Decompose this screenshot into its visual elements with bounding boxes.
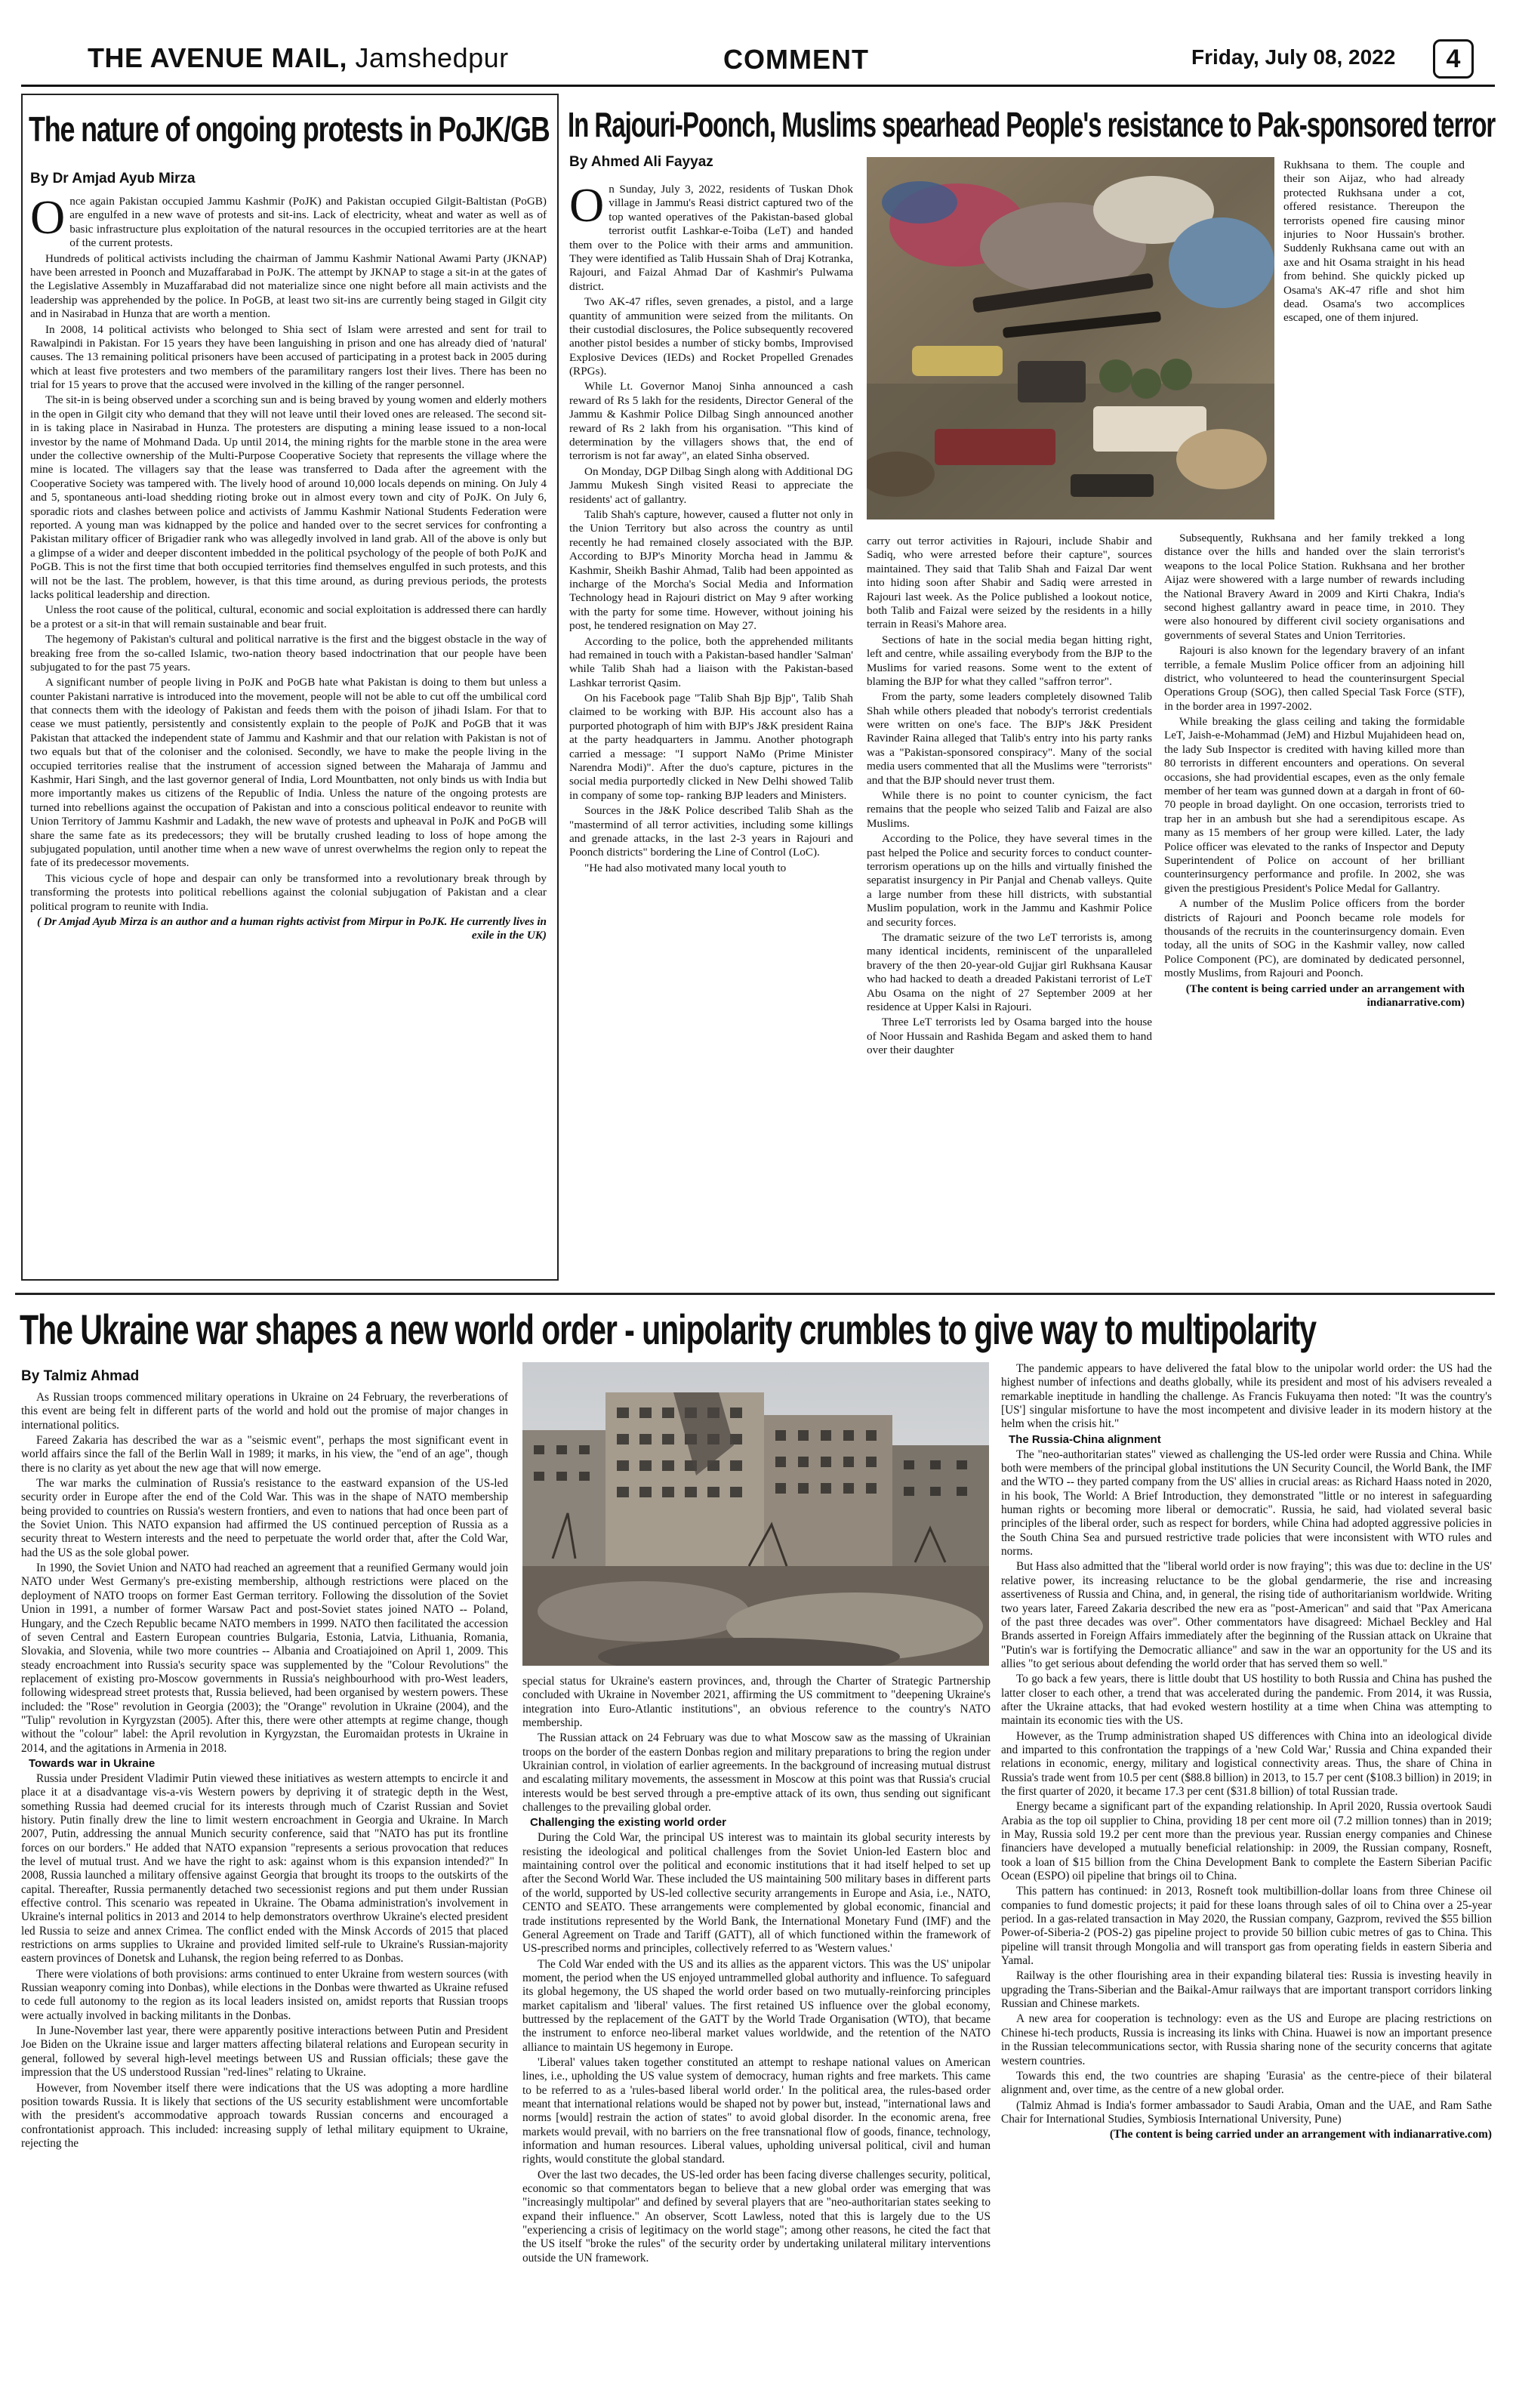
article-paragraph: As Russian troops commenced military operations in Ukraine on 24 February, the reverberations of this event are being felt in different parts of the world and hold out the promise of major changes in international politics. bbox=[21, 1391, 508, 1432]
article-paragraph: A new area for cooperation is technology: even as the US and Europe are placing restrictions on Chinese hi-tech products, Russia is increasing its links with China. Huawei is now an important presence in the Russian telecommunications sector, with Russia sharing none of the security concerns that agitate western countries. bbox=[1001, 2012, 1492, 2067]
subheading: The Russia-China alignment bbox=[1009, 1432, 1161, 1446]
article-paragraph: In 1990, the Soviet Union and NATO had reached an agreement that a reunified Germany would join NATO under West Germany's pre-existing membership, although restrictions were placed on the deployment of NATO troops on former East German territory. Following the dissolution of the Soviet Union in 1991, a number of former Warsaw Pact and post-Soviet states joined NATO -- Poland, Hungary, and the Czech Republic became NATO members in 1999. NATO then facilitated the accession of seven Central and Eastern European countries Bulgaria, Estonia, Latvia, Lithuania, Romania, Slovakia, and Slovenia, while two more countries -- Albania and Croatiajoined on April 1, 2009. This steady encroachment into Russia's security space was supplemented by the "Colour Revolutions" the replacement of existing pro-Moscow governments in Russia's neighbourhood with pro-West leaders, following widespread street protests that, Russia believed, had been organised by western powers. These included: the "Rose" revolution in Georgia (2003); the "Orange" revolution in Ukraine (2004), and the "Tulip" revolution in Kyrgyzstan (2005). After this, there were other attempts at regime change, though without the "colour" label: the April revolution in Kyrgyzstan, the Euromaidan protests in Ukraine in 2014, and the agitations in Armenia in 2018. bbox=[21, 1562, 508, 1755]
article-ukraine-war bbox=[15, 1293, 1495, 2395]
article-paragraph: While Lt. Governor Manoj Sinha announced a cash reward of Rs 5 lakh for the residents, Director General of the Jammu & Kashmir Police Dilbag Singh announced another reward of Rs 2 lakh from his organisation. "This kind of determination by the villagers shows that, the end of terrorism is not far away", an elated Sinha observed. bbox=[569, 380, 853, 463]
article-column-3 bbox=[1001, 1362, 1492, 2389]
article-paragraph: The dramatic seizure of the two LeT terrorists is, among many identical incidents, reminiscent of the unparalleled bravery of the then 20-year-old Gujjar girl Rukhsana Kausar who had hacked to death a dreaded Pakistani terrorist of LeT Abu Osama on the night of 27 September 2009 at her residence at Upper Kalsi in Rajouri. bbox=[867, 930, 1152, 1013]
article-paragraph: Hundreds of political activists including the chairman of Jammu Kashmir National Awami Party (JKNAP) have been arrested in Poonch and Muzaffarabad in PoJK. The attempt by JKNAP to stage a sit-in at the gates of the Legislative Assembly in Muzaffarabad did not materialize since one night before all main activists and the leadership was apprehended by the police. In PoGB, at least two sit-ins are currently being staged in Gilgit city and in Nasirabad in Hunza that are worth a mention. bbox=[30, 251, 547, 321]
article-paragraph: Unless the root cause of the political, cultural, economic and social exploitation is addressed there can hardly be a protest or a sit-in that will remain sustainable and bear fruit. bbox=[30, 603, 547, 631]
damaged-building-photo bbox=[522, 1362, 989, 1666]
article-paragraph: According to the police, both the apprehended militants had remained in touch with a Pakistan-based handler 'Salman' while Talib Shah had a liaison with the Pakistan-based Lashkar terrorist Qasim. bbox=[569, 634, 853, 689]
author-note: (Talmiz Ahmad is India's former ambassador to Saudi Arabia, Oman and the UAE, and Ram Sathe Chair for International Studies, Symbiosis International University, Pune) bbox=[1001, 2098, 1492, 2126]
author-note: ( Dr Amjad Ayub Mirza is an author and a human rights activist from Mirpur in PoJK. He currently lives in exile in the UK) bbox=[37, 914, 547, 942]
article-paragraph: Over the last two decades, the US-led order has been facing diverse challenges security, political, economic so that commentators began to believe that a new global order was emerging that was "increasingly multipolar" and defined by several players that are "neo-authoritarian states seeking to expand their influence." An observer, Scott Lawless, noted that this is largely due to the US "experiencing a crisis of legitimacy on the world stage"; among other reasons, he cited the fact that the US itself "broke the rules" of the security order by undertaking unilateral military interventions outside the UN framework. bbox=[522, 2168, 991, 2265]
article-paragraph: The pandemic appears to have delivered the fatal blow to the unipolar world order: the US had the highest number of infections and deaths globally, while its president and most of his advisers revealed a remarkable ineptitude in handling the challenge. As Francis Fukuyama then noted: "It was the country's [US'] singular misfortune to have the most incompetent and divisive leader in its modern history at the helm when the crisis hit." bbox=[1001, 1362, 1492, 1431]
article-paragraph: On Monday, DGP Dilbag Singh along with Additional DG Jammu Mukesh Singh visited Reasi to appreciate the residents' act of gallantry. bbox=[569, 464, 853, 506]
article-paragraph: But Hass also admitted that the "liberal world order is now fraying"; this was due to: decline in the US' relative power, its increasing reluctance to be the global gendarmerie, the rise and increasing assertiveness of Russia and China, and, in general, the rising tide of authoritarianism worldwide. Writing two years later, Fareed Zakaria described the new era as "post-American" and said that "Pax Americana of the past three decades was over". Other commentators have disagreed: Michael Beckley and Hal Brands asserted in Foreign Affairs immediately after the beginning of the Russian attack on Ukraine that "Putin's war is fortifying the Democratic alliance" and saw in the war an opportunity for the US and its allies "to get serious about defending the world order that has served them so well." bbox=[1001, 1560, 1492, 1670]
article-paragraph: According to the Police, they have several times in the past helped the Police and security forces to conduct counter-terrorism operations up on the hills and virtually finished the separatist insurgency in Pir Panjal and Chenab valleys. Quite a large number from these hill districts, with substantial Muslim population, work in the Jammu and Kashmir Police and security forces. bbox=[867, 832, 1152, 929]
article-column-3b bbox=[1164, 532, 1465, 1275]
article-paragraph: Once again Pakistan occupied Jammu Kashmir (PoJK) and Pakistan occupied Gilgit-Baltistan (PoGB) are engulfed in a new wave of protests and sit-ins. Lack of electricity, wheat and water as well as of basic infrastructure plus exploitation of the natural resources in the occupied territories are at the heart of the current protests. bbox=[30, 195, 547, 250]
masthead bbox=[21, 36, 1495, 82]
article-paragraph: However, from November itself there were indications that the US was adopting a more hardline position towards Russia. It is likely that sections of the US security establishment were uncomfortable with the president's accommodative approach towards Russian concerns and encouraged a confrontationist approach. This included: increasing supply of lethal military equipment to Ukraine, rejecting the bbox=[21, 2081, 508, 2150]
article-paragraph: To go back a few years, there is little doubt that US hostility to both Russia and China has pushed the latter closer to each other, a trend that was accelerated during the pandemic. From 2014, it was Russia, after the Ukraine attacks, that had evoked western hostility at a time when China was attempting to maintain its economic ties with the US. bbox=[1001, 1673, 1492, 1728]
article-byline: By Ahmed Ali Fayyaz bbox=[569, 154, 713, 170]
article-paragraph: The Cold War ended with the US and its allies as the apparent victors. This was the US' unipolar moment, the period when the US enjoyed untrammelled global authority and influence. To safeguard its global hegemony, the US shaped the world order based on two mutually-reinforcing principles market capitalism and 'liberal' values. The first retained US influence over the global economy, buttressed by the replacement of the GATT by the World Trade Organisation (WTO), that became the instrument to enforce neo-liberal market values worldwide, and the retention of the NATO alliance to maintain US hegemony in Europe. bbox=[522, 1957, 991, 2054]
article-paragraph: On Sunday, July 3, 2022, residents of Tuskan Dhok village in Jammu's Reasi district captured two of the top wanted operatives of the Pakistan-based global terrorist outfit Lashkar-e-Toiba (LeT) and handed them over to the Police with their arms and ammunition. They were identified as Talib Hussain Shah of Draj Kotranka, Rajouri, and Faizal Ahmad Dar of Kashmir's Pulwama district. bbox=[569, 183, 853, 293]
article-paragraph: In 2008, 14 political activists who belonged to Shia sect of Islam were arrested and sent for trail to Rawalpindi in Pakistan. For 15 years they have been languishing in prison and one has already died of 'natural' causes. The 13 remaining political prisoners have been accused of participating in a protest back in 2005 during which at least five protesters and two members of the paramilitary rangers lost their lives. There has been no trial for 15 years to prove that the accused were involved in the killing of the ranger personnel. bbox=[30, 322, 547, 392]
section-title: COMMENT bbox=[723, 44, 869, 75]
article-paragraph: On his Facebook page "Talib Shah Bjp Bjp", Talib Shah claimed to be working with BJP. His account also has a purported photograph of him with BJP's J&K president Raina at the party headquarters in Jammu. Another photograph carried a message: "I support NaMo (Prime Minister Narendra Modi)". After the duo's capture, pictures in the social media purportedly clicked in New Delhi showed Talib in company of some top- ranking BJP leaders and Ministers. bbox=[569, 692, 853, 802]
drop-cap: O bbox=[30, 195, 66, 244]
issue-date: Friday, July 08, 2022 bbox=[1191, 45, 1396, 69]
article-paragraph: Sources in the J&K Police described Talib Shah as the "mastermind of all terror activities, including some killings and grenade attacks, in the last 2-3 years in Rajouri and Poonch districts" bordering the Line of Control (LoC). bbox=[569, 804, 853, 859]
article-paragraph: special status for Ukraine's eastern provinces, and, through the Charter of Strategic Partnership concluded with Ukraine in November 2021, affirming the US commitment to "deepening Ukraine's integration into Euro-Atlantic institutions", an obvious reference to the country's NATO membership. bbox=[522, 1675, 991, 1730]
article-paragraph: Towards this end, the two countries are shaping 'Eurasia' as the centre-piece of their bilateral alignment and, over time, as the centre of a new global order. bbox=[1001, 2069, 1492, 2097]
article-paragraph: This pattern has continued: in 2013, Rosneft took multibillion-dollar loans from three Chinese oil companies to fund domestic projects; it paid for these loans through sales of oil to China over a 25-year period. In a gas-related transaction in May 2020, the Russian company, Gazprom, revived the $55 billion Power-of-Siberia-2 (POS-2) gas pipeline project to provide 50 billion cubic metres of gas to China. This pipeline will transit through Mongolia and will transport gas from operating fields in eastern Siberia and Yamal. bbox=[1001, 1885, 1492, 1968]
article-paragraph: Rukhsana to them. The couple and their son Aijaz, who had already protected Rukhsana under a cot, offered resistance. Thereupon the terrorists opened fire causing minor injuries to Noor Hussain's brother. Suddenly Rukhsana came out with an axe and hit Osama straight in his head from behind. She quickly picked up Osama's AK-47 rifle and shot him dead. Osama's two accomplices escaped, one of them injured. bbox=[1283, 159, 1465, 325]
article-headline: The Ukraine war shapes a new world order - unipolarity crumbles to give way to multipolarity bbox=[20, 1306, 1316, 1353]
article-paragraph: The Russian attack on 24 February was due to what Moscow saw as the massing of Ukrainian troops on the border of the eastern Donbas region and military preparations to bring the region under Ukrainian control, in violation of earlier agreements. In the background of increasing mutual distrust and escalating military movements, the assessment in Moscow at this point was that Russia's crucial interests would be best served through a pre-emptive attack of its own, thus sending out significant challenges to the prevailing global order. bbox=[522, 1731, 991, 1814]
seized-weapons-image bbox=[867, 157, 1274, 520]
masthead-rule bbox=[21, 85, 1495, 87]
article-paragraph: Railway is the other flourishing area in their expanding bilateral ties: Russia is investing heavily in upgrading the Trans-Siberian and the Baikal-Amur railways that are important transport corridors linking Russian and Chinese markets. bbox=[1001, 1969, 1492, 2011]
source-note: (The content is being carried under an arrangement with indianarrative.com) bbox=[1185, 982, 1465, 1009]
article-pojk-protests bbox=[21, 94, 559, 1281]
section-rule bbox=[15, 1293, 1495, 1295]
article-column-2 bbox=[522, 1675, 991, 2389]
article-paragraph: During the Cold War, the principal US interest was to maintain its global security interests by resisting the ideological and political challenges from the Soviet Union-led Eastern bloc and maintaining control over the political and economic institutions that it had itself helped to set up after the Second World War. These included the US maintaining 500 military bases in different parts of the world, supported by US-led collective security arrangements in Europe and Asia, i.e., NATO, CENTO and SEATO. These arrangements were complemented by global economic, financial and trade institutions represented by the World Bank, the International Monetary Fund (IMF) and the General Agreement on Trade and Tariff (GATT), all of which functioned within the framework of US-prescribed norms and principles, collectively referred to as 'Western values.' bbox=[522, 1831, 991, 1956]
article-paragraph: Two AK-47 rifles, seven grenades, a pistol, and a large quantity of ammunition were seized from the militants. On their custodial disclosures, the Police subsequently recovered another pistol besides a number of sticky bombs, Improvised Explosive Devices (IEDs) and Rocket Propelled Grenades (RPGs). bbox=[569, 295, 853, 378]
article-paragraph: Talib Shah's capture, however, caused a flutter not only in the Union Territory but also across the country as until recently he had remained closely associated with the BJP. According to BJP's Minority Morcha head in Jammu & Kashmir, Sheikh Bashir Ahmad, Talib had been appointed as incharge of the Morcha's Social Media and Information Technology head in Rajouri district on May 9 after working with the party for some time. However, without joining his post, he tendered resignation on May 27. bbox=[569, 507, 853, 633]
seized-weapons-photo bbox=[867, 157, 1274, 520]
article-paragraph: A significant number of people living in PoJK and PoGB hate what Pakistan is doing to them but unless a counter Pakistani narrative is introduced into the movement, people will not be able to cut off the umbilical cord that connects them with the ideology of Pakistan and feeds them with the poison of jihadi Islam. For that to cease we must patiently, persistently and consistently explain to the people of PoJK and PoGB that it was Pakistan that attacked the independent state of Jammu and Kashmir and that our relation with Pakistan is not of two equals but that of the coloniser and the colonised. Secondly, we have to make the people living in the occupied territories realise that the instrument of accession signed between the Maharaja of Jammu and Kashmir, Hari Singh, and the last governor general of India, Lord Mountbatten, not only binds us with India but more importantly makes us citizens of the Republic of India. Unless the nature of the ongoing protests are turned into rebellions against the occupation of Pakistan and into a conscious political endeavor to reunite with Union Territory of Jammu Kashmir and Ladakh, the new wave of protests and upheaval in PoJK and PoGB will share the same fate as its predecessors; they will be brutally crushed leading to loss of hope among the subjugated population, until another time when a new wave of unrest overwhelms the region only to repeat the fate of its predecessor movements. bbox=[30, 676, 547, 870]
article-paragraph: Three LeT terrorists led by Osama barged into the house of Noor Hussain and Rashida Begam and asked them to hand over their daughter bbox=[867, 1016, 1152, 1057]
article-paragraph: The hegemony of Pakistan's cultural and political narrative is the first and the biggest obstacle in the way of breaking free from the so-called Islamic, two-nation theory based indoctrination that our people have been subjugated to for the past 75 years. bbox=[30, 633, 547, 674]
page-number: 4 bbox=[1433, 39, 1474, 79]
article-rajouri-poonch bbox=[565, 94, 1495, 1278]
article-byline: By Talmiz Ahmad bbox=[21, 1368, 140, 1384]
article-paragraph: Rajouri is also known for the legendary bravery of an infant terrible, a female Muslim Police officer from an adjoining hill district, who volunteered to head the counterinsurgent Special Operations Group (SOG), then called Special Task Force (STF), in the border area in 1997-2002. bbox=[1164, 644, 1465, 713]
article-column-1 bbox=[569, 183, 853, 1270]
article-column-3a bbox=[1283, 159, 1465, 521]
article-paragraph: While there is no point to counter cynicism, the fact remains that the people who seized Talib and Faizal are also Muslims. bbox=[867, 789, 1152, 830]
subheading: Challenging the existing world order bbox=[530, 1816, 727, 1830]
article-paragraph: The sit-in is being observed under a scorching sun and is being braved by young women and elderly mothers in the open in Gilgit city who demand that they will not leave until their loved ones are released. The second sit-in is taking place in Nasirabad in Hunza. The protesters are disputing a mining lease issued to a non-local investor by the name of Mohmand Dada. Up until 2014, the mining rights for the marble stone in the area were under the collective ownership of the Multi-Purpose Cooperative Society that represents the village where the mine is located. The villagers say that the lease was transferred to Dada after the agreement with the Cooperative Society was tampered with. The lively hood of around 10,000 locals depends on mining. On July 4 and 5, spontaneous anti-load shedding rioting broke out in almost every town and city of PoJK. On July 6, sporadic riots and clashes between police and activists of Jammu Kashmir National Students Federation were reported. A young man was kidnapped by the police and handed over to the secret services for confronting a Pakistan military officer of Brigadier rank who was allegedly involved in land grab. All of the above is only but a glimpse of a wider and deeper discontent imbedded in the political psychology of the people of both PoJK and PoGB. This is not the first time that both occupied territories find themselves engulfed in such protests, and this will not be the last. The problem, however, is that this time around, as during previous periods, the protests lacks political leadership and direction. bbox=[30, 393, 547, 601]
article-paragraph: 'Liberal' values taken together constituted an attempt to reshape national values on American lines, i.e., upholding the US value system of democracy, human rights and free markets. This came to be referred to as a 'rules-based liberal world order.' In the political area, the rules-based order meant that international relations would be shaped not by power but, instead, "international laws and norms [would] restrain the action of states" to avoid global disorder. In the economic arena, free markets would prevail, with no barriers on the free transnational flow of goods, finance, technology, information and human resources. Liberal values, upholding universal political, civil and human rights, would constitute the global standard. bbox=[522, 2055, 991, 2166]
article-column-1 bbox=[21, 1391, 508, 2389]
article-paragraph: This vicious cycle of hope and despair can only be transformed into a revolutionary break through by transforming the protests into political rebellions against the colonial subjugation of Pakistan and a clear political program to reunite with India. bbox=[30, 871, 547, 913]
article-paragraph: From the party, some leaders completely disowned Talib Shah while others pleaded that nobody's terrorist credentials were written on one's face. The BJP's J&K President Ravinder Raina alleged that Talib's entry into his party ranks was a "Pakistan-sponsored conspiracy". Many of the social media users commented that all the Muslims were "terrorists" and that the BJP should never trust them. bbox=[867, 690, 1152, 787]
article-body bbox=[30, 195, 547, 1275]
article-paragraph: The war marks the culmination of Russia's resistance to the eastward expansion of the US-led security order in Europe after the end of the Cold War. This was in the shape of NATO membership being provided to countries on Russia's western frontiers, and even to nations that had once been part of the Soviet Union. This NATO expansion had affirmed the US continued perception of Russia as a security threat to Western interests and the need to perpetuate the world order that, after the Cold War, had the US as the sole global power. bbox=[21, 1477, 508, 1559]
article-paragraph: A number of the Muslim Police officers from the border districts of Rajouri and Poonch became role models for thousands of the recruits in the counterinsurgency domain. Even today, all the units of SOG in the Kashmir valley, now called Police Component (PC), are dominated by dedicated personnel, mostly Muslims, from Rajouri and Poonch. bbox=[1164, 897, 1465, 980]
subheading: Towards war in Ukraine bbox=[29, 1756, 156, 1770]
article-paragraph: However, as the Trump administration shaped US differences with China into an ideological divide and imparted to this confrontation the trappings of a 'new Cold War,' Russia and China expanded their relations in economic, energy, military and logistical connectivity areas. Thus, the share of China in Russia's trade went from 10.5 per cent ($88.8 billion) in 2013, to 15.7 per cent ($108.3 billion) in 2019; in the first quarter of 2020, it became 17.3 per cent ($31.8 billion) of total Russian trade. bbox=[1001, 1729, 1492, 1798]
article-paragraph: While breaking the glass ceiling and taking the formidable LeT, Jaish-e-Mohammad (JeM) and Hizbul Mujahideen head on, the lady Sub Inspector is credited with having killed more than 80 terrorists in different encounters and operations. On several occasions, she had providential escapes, even as the only female member of her team was gunned down at a dargah in front of 60-70 people in broad daylight. On one occasion, terrorists tried to trap her in an ambush but she had a serendipitous escape. As many as 15 members of her group were killed. Later, the lady Police officer was elevated to the ranks of Inspector and Deputy Superintendent of Police on account of her brilliant counterinsurgency performance and profile. In 2002, she was given the prestigious President's Police Medal for Gallantry. bbox=[1164, 715, 1465, 895]
article-paragraph: Fareed Zakaria has described the war as a "seismic event", perhaps the most significant event in world affairs since the fall of the Berlin Wall in 1989; it marks, in his view, the "end of an age", though there is no clarity as yet about the new age that will now emerge. bbox=[21, 1434, 508, 1475]
article-paragraph: Energy became a significant part of the expanding relationship. In April 2020, Russia overtook Saudi Arabia as the top oil supplier to China, providing 18 per cent more oil (7.2 million tonnes) than in 2019; in May, Russia sold 19.2 per cent more than the previous year. Russian energy companies and Chinese financiers have developed a mutually beneficial relationship: in 2009, the Russian company, Rosneft, took a loan of $15 billion from the China Development Bank to complete the Eastern Siberian Pacific Ocean (ESPO) oil pipeline that brings oil to China. bbox=[1001, 1800, 1492, 1883]
drop-cap: O bbox=[569, 183, 605, 232]
article-paragraph: "He had also motivated many local youth to bbox=[584, 861, 787, 874]
article-paragraph: In June-November last year, there were apparently positive interactions between Putin and President Joe Biden on the Ukraine issue and larger matters affecting bilateral relations and European security in general, followed by several high-level meetings between US and Russian officials; these gave the impression that the US understood Russian "red-lines" relating to Ukraine. bbox=[21, 2024, 508, 2080]
article-paragraph: Sections of hate in the social media began hitting right, left and centre, while assailing everybody from the BJP to the Muslims for varied reasons. Some went to the extent of blaming the BJP for what they called "saffron terror". bbox=[867, 633, 1152, 688]
newspaper-name: THE AVENUE MAIL, Jamshedpur bbox=[88, 42, 509, 73]
damaged-building-image bbox=[522, 1362, 989, 1666]
article-paragraph: Subsequently, Rukhsana and her family trekked a long distance over the hills and handed over the slain terrorist's weapons to the local Police Station. Rukhsana and her brother Aijaz were showered with a large number of rewards including the National Bravery Award in 2009 and Kirti Chakra, India's second highest gallantry award in peace time, in 2010. They were also honoured by different civil society organisations and governments of several States and Union Territories. bbox=[1164, 532, 1465, 642]
article-headline: The nature of ongoing protests in PoJK/GB bbox=[29, 109, 550, 149]
article-paragraph: The "neo-authoritarian states" viewed as challenging the US-led order were Russia and China. While both were members of the principal global institutions the UN Security Council, the World Bank, the IMF and the WTO -- they parted company from the US' allies in crucial areas: as Richard Haass noted in 2020, in his book, The World: A Brief Introduction, they demonstrated "little or no interest in safeguarding human rights or becoming more liberal or democratic". Russia, he said, had violated several basic principles of the liberal order, such as respect for borders, while China had adopted aggressive policies in the South China Sea and pursued restrictive trade policies that were inconsistent with WTO rules and norms. bbox=[1001, 1448, 1492, 1559]
article-paragraph: Russia under President Vladimir Putin viewed these initiatives as western attempts to encircle it and place it at a disadvantage vis-a-vis Western powers by depriving it of strategic depth in the West, something Russia had deemed crucial for its interests through much of Czarist Russian and Soviet history. Putin finally drew the line to limit western encroachment in Georgia and Ukraine. In March 2007, Putin, addressing the annual Munich security conference, said that "NATO has put its frontline forces on our borders." He added that NATO expansion "represents a serious provocation that reduces the level of mutual trust. And we have the right to ask: against whom is this expansion intended?" In 2008, Russia launched a military offensive against Georgia that brought its troops to the outskirts of the capital. Thereafter, Russia permanently detached two secessionist regions and put them under Russian effective control. This scenario was repeated in Ukraine. The Obama administration's involvement in Ukraine's internal politics in 2013 and 2014 to help demonstrators overthrow Ukraine's elected president led Russia to seize and annex Crimea. The conflict ended with the Minsk Accords of 2015 that placed restrictions on arms supplies to Ukraine and provided limited self-rule to Ukraine's Russian-majority eastern provinces of Donetsk and Luhansk, the region being referred to as Donbas. bbox=[21, 1771, 508, 1966]
source-note: (The content is being carried under an arrangement with indianarrative.com) bbox=[1109, 2128, 1492, 2141]
article-byline: By Dr Amjad Ayub Mirza bbox=[30, 171, 196, 187]
article-headline: In Rajouri-Poonch, Muslims spearhead People's resistance to Pak-sponsored terror bbox=[568, 105, 1496, 144]
article-paragraph: carry out terror activities in Rajouri, include Shabir and Sadiq, who were arrested before their capture", sources maintained. They said that Talib Shah and Faizal Dar went into hiding soon after Shabir and Sadiq were arrested in Rajouri last week. As the Police published a lookout notice, both Talib and Faizal were seized by the residents in a hilly terrain in Reasi's Mahore area. bbox=[867, 535, 1152, 631]
article-column-2 bbox=[867, 535, 1152, 1271]
article-paragraph: There were violations of both provisions: arms continued to enter Ukraine from western sources (with Russian weaponry coming into Donbas), while elections in the Donbas were thwarted as Ukraine refused to cede full autonomy to the region as its local leaders insisted on, amidst reports that Russian troops were actually involved in backing militants in the Donbas. bbox=[21, 1967, 508, 2022]
